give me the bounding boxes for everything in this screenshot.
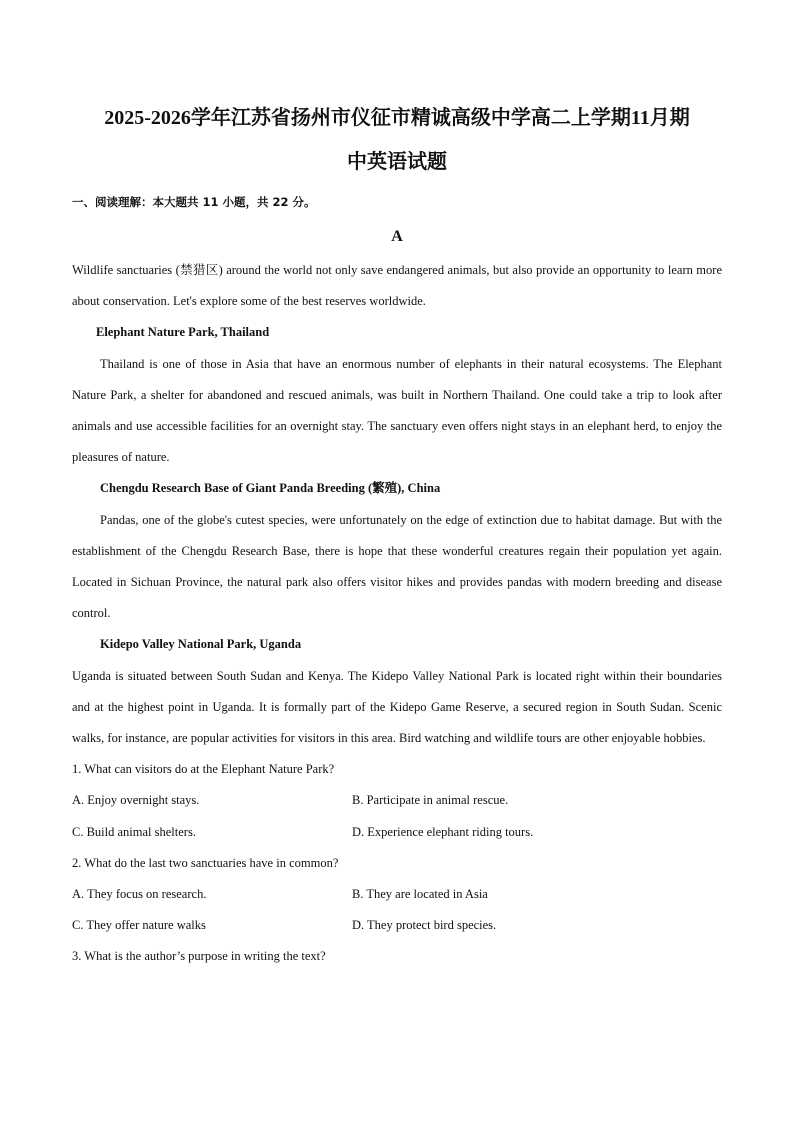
question-2-options-row-2: [72, 910, 722, 941]
title-line-2: 中英语试题: [347, 151, 447, 173]
part-label: A: [391, 228, 403, 245]
question-1-stem: 1. What can visitors do at the Elephant Nature Park?: [72, 762, 335, 777]
question-2-option-c[interactable]: C. They offer nature walks: [72, 918, 206, 933]
sanctuary-heading-panda: Chengdu Research Base of Giant Panda Breeding (繁殖), China: [100, 481, 441, 496]
intro-paragraph: Wildlife sanctuaries (禁猎区) around the world not only save endangered animals, but also provide an opportunity to learn more about conservation. Let's explore some of the best reserves worldwide.: [72, 263, 722, 309]
question-1-option-a[interactable]: A. Enjoy overnight stays.: [72, 793, 200, 808]
question-1-options-row-2: [72, 817, 722, 848]
sanctuary-text-kidepo: Uganda is situated between South Sudan and Kenya. The Kidepo Valley National Park is located right within their boundaries and at the highest point in Uganda. It is formally part of the Kidepo Game Reserve, a secured region in South Sudan. Scenic walks, for instance, are popular activities for visitors in this area. Bird watching and wildlife tours are other enjoyable hobbies.: [72, 668, 722, 746]
section-heading: 一、阅读理解：本大题共 11 小题，共 22 分。: [72, 195, 316, 209]
question-2-option-b[interactable]: B. They are located in Asia: [352, 887, 488, 902]
question-2-stem: 2. What do the last two sanctuaries have in common?: [72, 855, 339, 870]
sanctuary-heading-elephant: Elephant Nature Park, Thailand: [96, 325, 270, 340]
question-1-option-b[interactable]: B. Participate in animal rescue.: [352, 793, 509, 808]
question-2-options-row-1: [72, 879, 722, 910]
question-1-option-d[interactable]: D. Experience elephant riding tours.: [352, 824, 534, 839]
question-3-stem: 3. What is the author’s purpose in writing the text?: [72, 949, 326, 964]
title-line-1: 2025-2026学年江苏省扬州市仪征市精诚高级中学高二上学期11月期: [104, 107, 690, 129]
sanctuary-text-panda: Pandas, one of the globe's cutest species, were unfortunately on the edge of extinction due to habitat damage. But with the establishment of the Chengdu Research Base, there is hope that these wonderful creatures regain their population yet again. Located in Sichuan Province, the natural park also offers visitor hikes and provides pandas with modern breeding and disease control.: [72, 512, 722, 621]
question-1-options-row-1: [72, 785, 722, 816]
sanctuary-heading-kidepo: Kidepo Valley National Park, Uganda: [100, 637, 302, 652]
question-1-option-c[interactable]: C. Build animal shelters.: [72, 824, 196, 839]
sanctuary-text-elephant: Thailand is one of those in Asia that have an enormous number of elephants in their natural ecosystems. The Elephant Nature Park, a shelter for abandoned and rescued animals, was built in Northern Thailand. One could take a trip to look after animals and use accessible facilities for an overnight stay. The sanctuary even offers night stays in an elephant herd, to enjoy the pleasures of nature.: [72, 356, 722, 465]
question-2-option-a[interactable]: A. They focus on research.: [72, 887, 207, 902]
page-title: [72, 0, 722, 184]
question-2-option-d[interactable]: D. They protect bird species.: [352, 918, 497, 933]
